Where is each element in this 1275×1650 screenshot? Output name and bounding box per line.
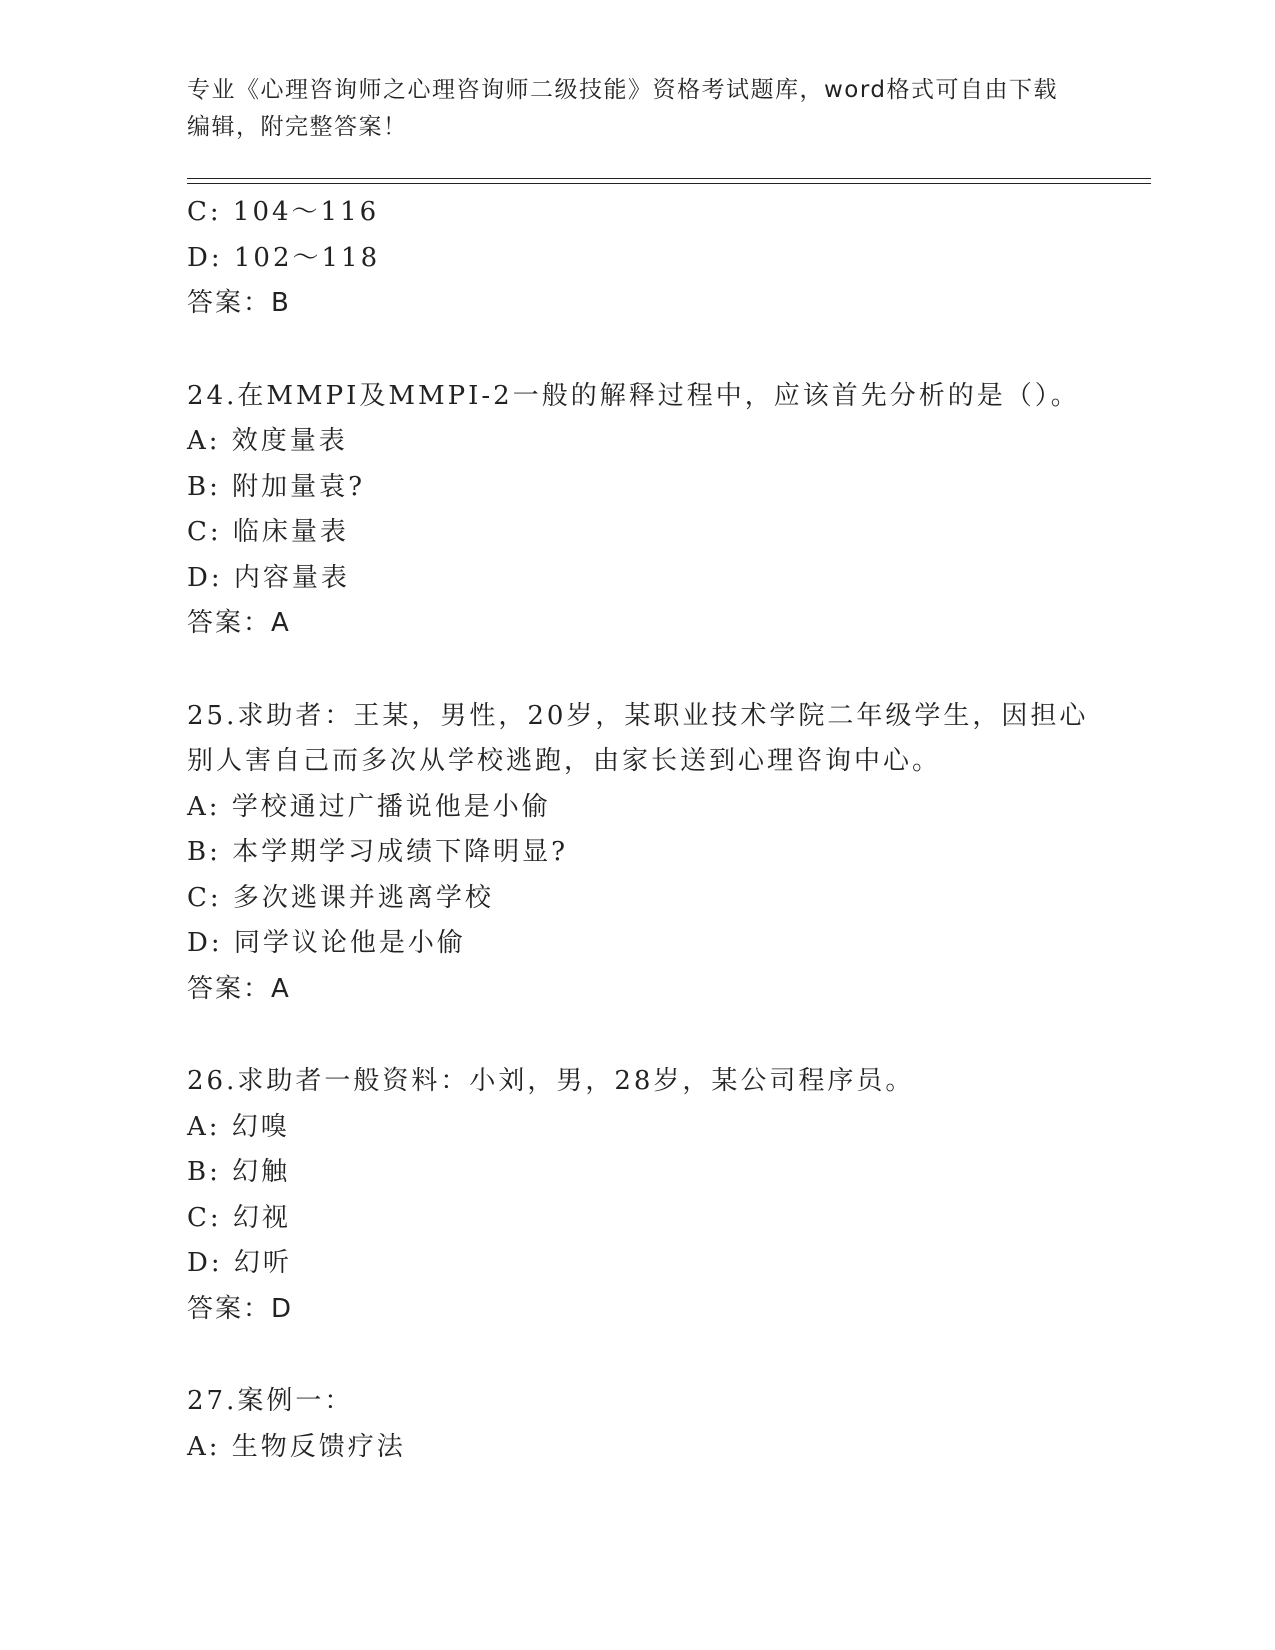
question-stem-line-1: 25.求助者：王某，男性，20岁，某职业技术学院二年级学生，因担心 xyxy=(187,700,1089,731)
option-b: B: 本学期学习成绩下降明显? xyxy=(187,837,569,867)
question-content xyxy=(187,190,1107,1470)
option-c: C: 幻视 xyxy=(187,1202,291,1233)
option-c: C: 临床量表 xyxy=(187,517,349,547)
answer-line: 答案：B xyxy=(187,288,291,318)
question-24 xyxy=(187,374,1107,647)
header-rule-bottom xyxy=(187,183,1151,184)
option-a: A: 效度量表 xyxy=(187,426,348,456)
option-a: A: 生物反馈疗法 xyxy=(187,1431,406,1462)
answer-line: 答案：A xyxy=(187,973,291,1004)
option-c: C: 多次逃课并逃离学校 xyxy=(187,882,494,913)
option-d: D: 同学议论他是小偷 xyxy=(187,928,466,958)
question-stem: 26.求助者一般资料：小刘，男，28岁，某公司程序员。 xyxy=(187,1066,915,1096)
question-carryover xyxy=(187,190,1107,327)
question-25 xyxy=(187,694,1107,1013)
answer-line: 答案：A xyxy=(187,608,291,638)
option-d: D: 内容量表 xyxy=(187,562,350,593)
header-line-2: 编辑，附完整答案！ xyxy=(187,114,408,140)
header-line-1: 专业《心理咨询师之心理咨询师二级技能》资格考试题库，word格式可自由下载 xyxy=(187,77,1059,103)
option-a: A: 幻嗅 xyxy=(187,1111,290,1142)
header-rule-top xyxy=(187,178,1151,179)
option-d: D: 102～118 xyxy=(187,242,381,273)
option-d: D: 幻听 xyxy=(187,1248,292,1278)
option-a: A: 学校通过广播说他是小偷 xyxy=(187,791,551,822)
option-c: C: 104～116 xyxy=(187,197,380,227)
question-stem-line-2: 别人害自己而多次从学校逃跑，由家长送到心理咨询中心。 xyxy=(187,746,942,776)
question-stem: 24.在MMPI及MMPI-2一般的解释过程中，应该首先分析的是（）。 xyxy=(187,380,1080,411)
option-b: B: 附加量袁? xyxy=(187,471,366,502)
option-b: B: 幻触 xyxy=(187,1157,291,1187)
answer-line: 答案：D xyxy=(187,1293,294,1324)
document-header xyxy=(187,72,1087,146)
question-stem: 27.案例一： xyxy=(187,1386,354,1416)
question-27 xyxy=(187,1379,1107,1470)
question-26 xyxy=(187,1059,1107,1332)
